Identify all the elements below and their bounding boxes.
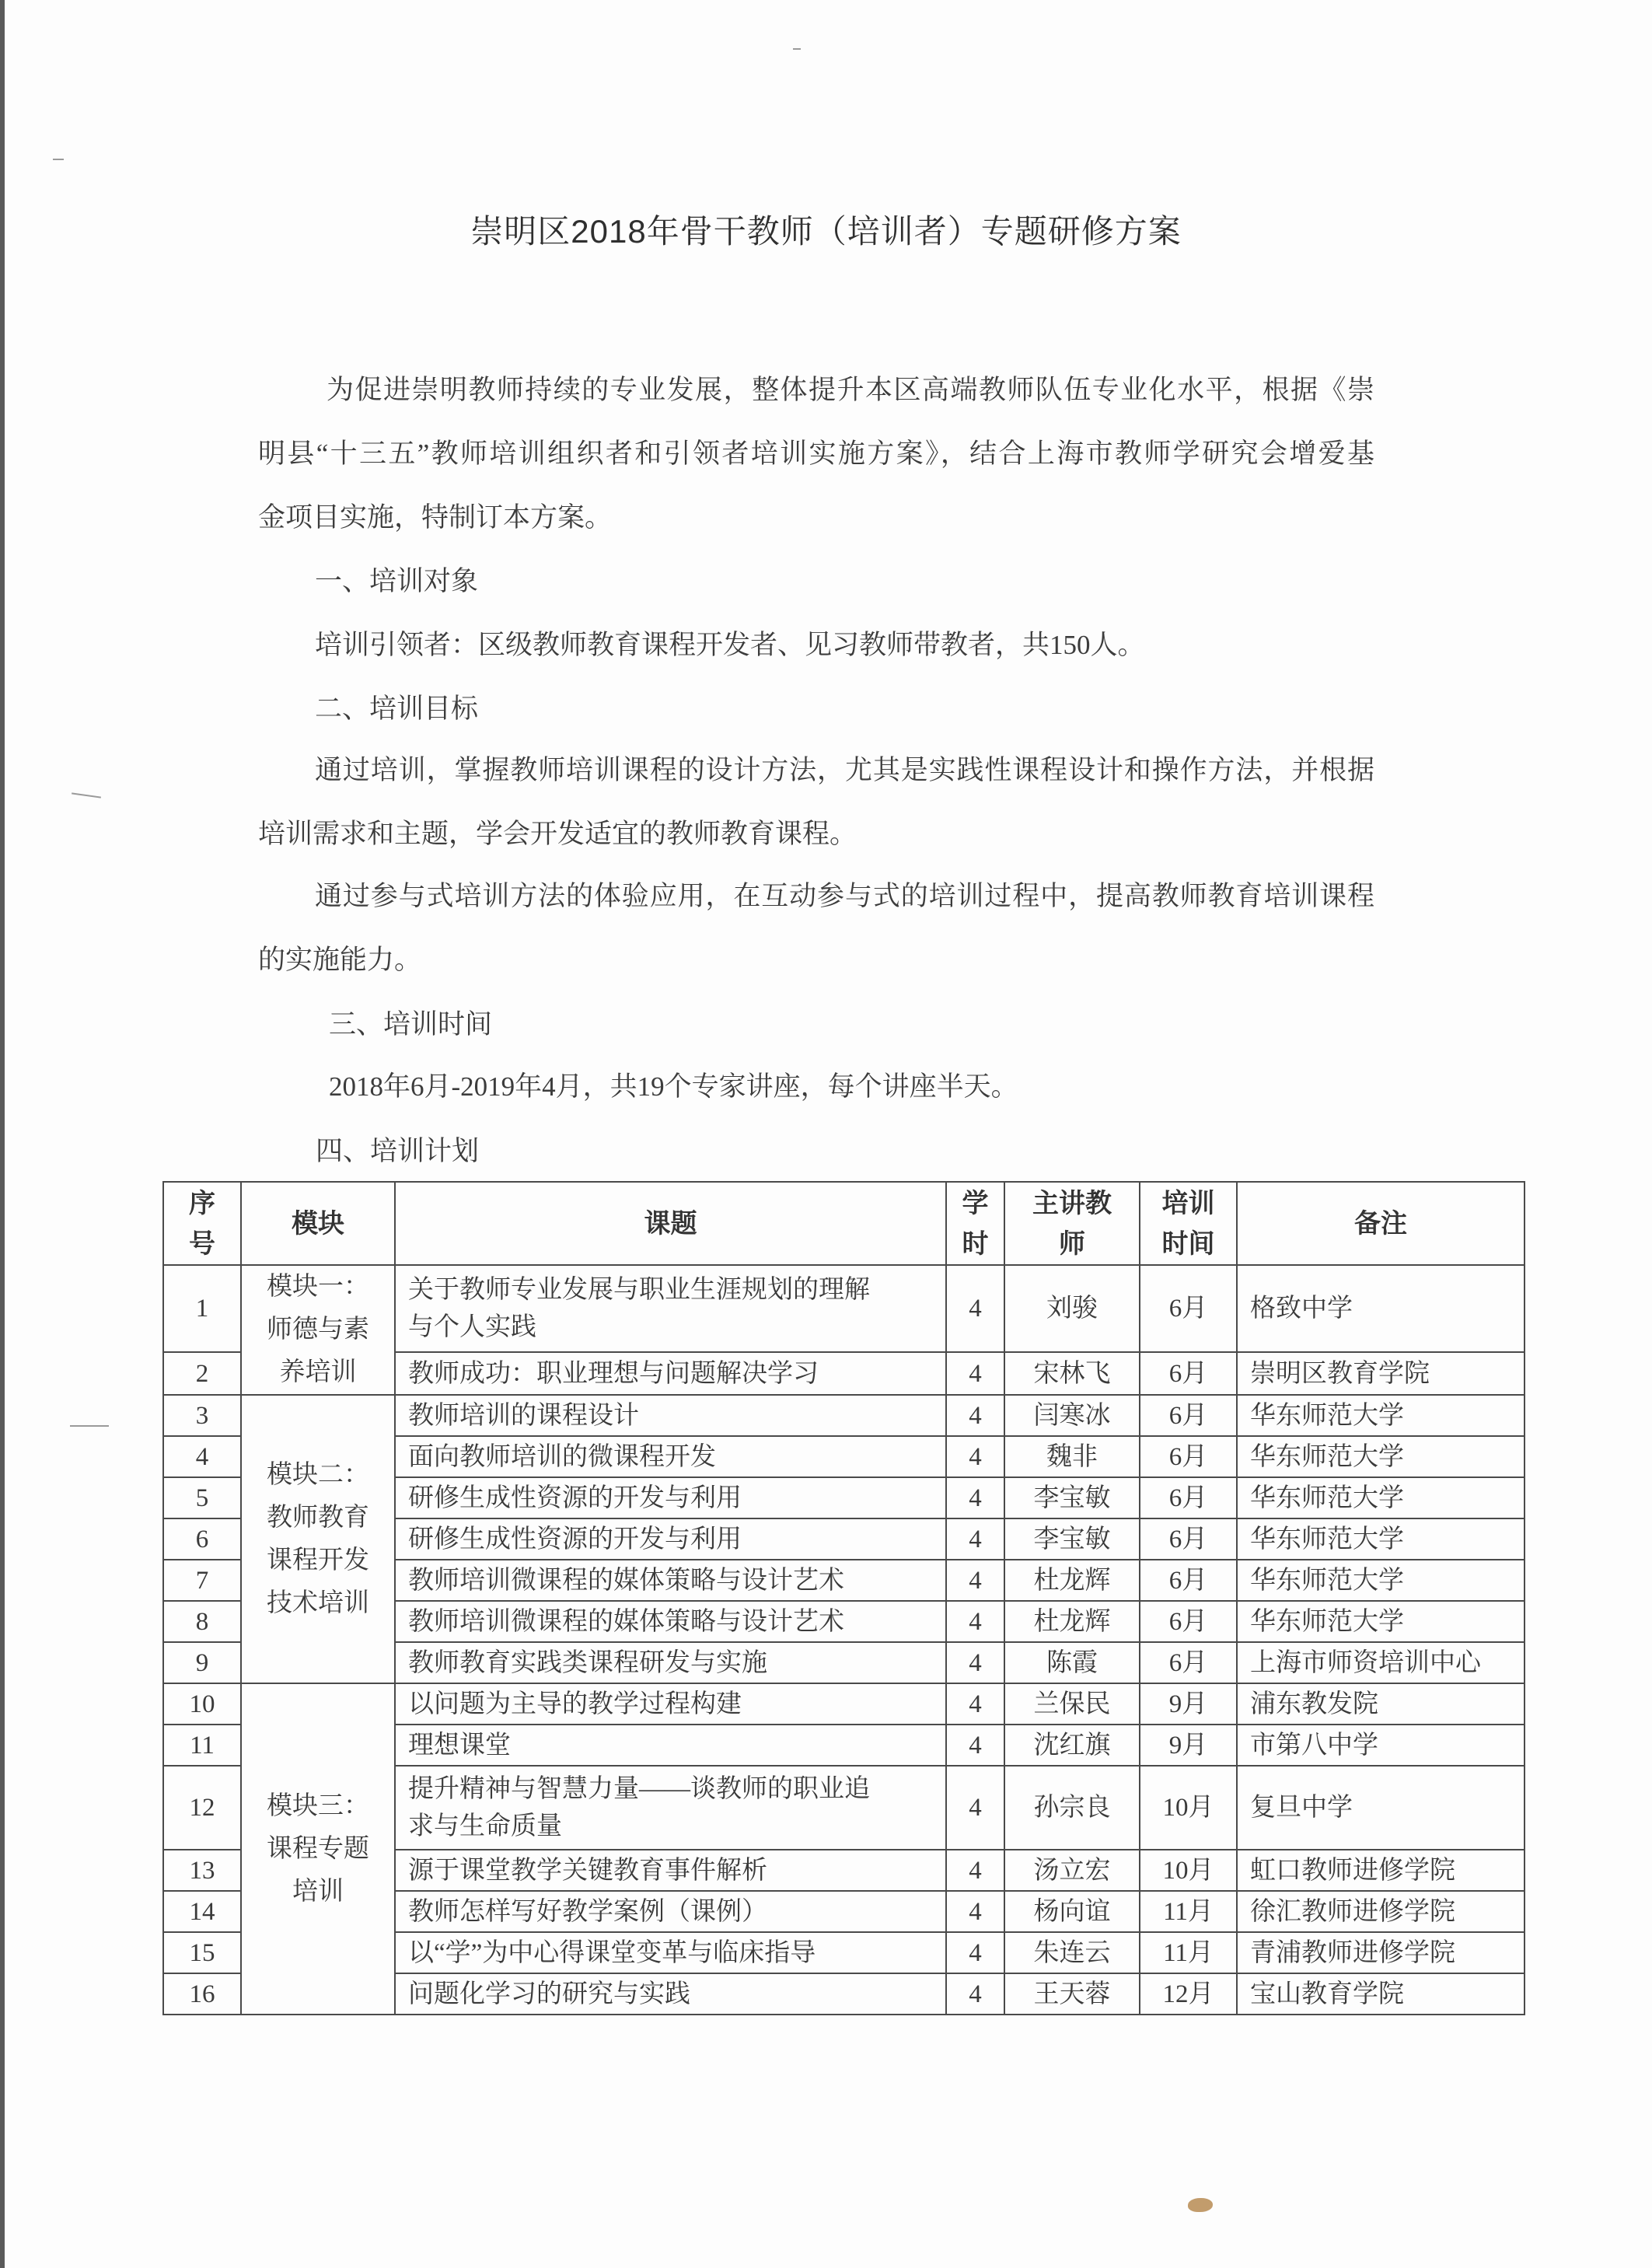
topic-line: 研修生成性资源的开发与利用: [408, 1483, 742, 1512]
cell-teacher: 兰保民: [1004, 1683, 1140, 1725]
cell-no: 5: [163, 1477, 241, 1518]
header-topic: 课题: [395, 1182, 946, 1265]
topic-line: 源于课堂教学关键教育事件解析: [408, 1856, 767, 1885]
cell-note: 华东师范大学: [1237, 1436, 1525, 1477]
scan-mark: [53, 159, 64, 160]
cell-teacher: 杜龙辉: [1004, 1601, 1140, 1642]
module-line: 教师教育: [267, 1503, 369, 1532]
cell-topic: [395, 1601, 946, 1642]
topic-line: 研修生成性资源的开发与利用: [408, 1525, 742, 1553]
section-1-heading: 一、培训对象: [315, 566, 479, 596]
cell-note: 徐汇教师进修学院: [1237, 1891, 1525, 1932]
section-3-heading: 三、培训时间: [329, 1009, 493, 1040]
cell-teacher: 宋林飞: [1004, 1352, 1140, 1395]
cell-teacher: 汤立宏: [1004, 1850, 1140, 1891]
cell-topic: [395, 1725, 946, 1766]
section-4-heading: 四、培训计划: [316, 1136, 480, 1166]
cell-note: 华东师范大学: [1237, 1395, 1525, 1436]
cell-no: 16: [163, 1973, 241, 2015]
header-teacher: 主讲教 师: [1004, 1182, 1140, 1265]
section-3-text: 2018年6月-2019年4月，共19个专家讲座，每个讲座半天。: [329, 1071, 1018, 1102]
topic-line: 与个人实践: [408, 1313, 536, 1341]
cell-note: 青浦教师进修学院: [1237, 1932, 1525, 1973]
topic-line: 面向教师培训的微课程开发: [408, 1442, 716, 1471]
module-line: 模块二：: [267, 1460, 369, 1489]
topic-line: 提升精神与智慧力量——谈教师的职业追: [408, 1775, 870, 1803]
cell-no: 9: [163, 1642, 241, 1683]
stain-spot: [1188, 2198, 1213, 2212]
cell-note: 市第八中学: [1237, 1725, 1525, 1766]
topic-line: 问题化学习的研究与实践: [408, 1980, 690, 2008]
cell-teacher: 孙宗良: [1004, 1766, 1140, 1850]
cell-hours: 4: [946, 1766, 1004, 1850]
cell-time: 9月: [1140, 1683, 1237, 1725]
table-row: [163, 1395, 1525, 1436]
table-header-row: [163, 1182, 1525, 1265]
cell-time: 6月: [1140, 1477, 1237, 1518]
cell-time: 6月: [1140, 1265, 1237, 1352]
cell-hours: 4: [946, 1560, 1004, 1601]
cell-no: 15: [163, 1932, 241, 1973]
cell-hours: 4: [946, 1601, 1004, 1642]
module-line: 培训: [292, 1877, 344, 1906]
cell-hours: 4: [946, 1477, 1004, 1518]
cell-teacher: 刘骏: [1004, 1265, 1140, 1352]
cell-time: 6月: [1140, 1518, 1237, 1560]
topic-line: 教师教育实践类课程研发与实施: [408, 1648, 767, 1677]
scan-mark: [793, 48, 801, 50]
cell-module: [241, 1395, 395, 1683]
cell-hours: 4: [946, 1973, 1004, 2015]
module-line: 模块三：: [267, 1791, 369, 1820]
topic-line: 理想课堂: [408, 1731, 511, 1760]
cell-hours: 4: [946, 1265, 1004, 1352]
module-line: 课程专题: [267, 1834, 369, 1863]
cell-note: 华东师范大学: [1237, 1601, 1525, 1642]
section-2-p2-line-1: 通过参与式培训方法的体验应用，在互动参与式的培训过程中，提高教师教育培训课程: [315, 881, 1374, 911]
cell-time: 9月: [1140, 1725, 1237, 1766]
header-time: 培训 时间: [1140, 1182, 1237, 1265]
cell-hours: 4: [946, 1436, 1004, 1477]
section-2-p2-line-2: 的实施能力。: [258, 945, 422, 975]
cell-no: 6: [163, 1518, 241, 1560]
cell-hours: 4: [946, 1850, 1004, 1891]
topic-line: 教师培训的课程设计: [408, 1401, 639, 1430]
cell-hours: 4: [946, 1395, 1004, 1436]
cell-time: 11月: [1140, 1932, 1237, 1973]
cell-topic: [395, 1891, 946, 1932]
cell-note: 华东师范大学: [1237, 1560, 1525, 1601]
cell-teacher: 陈霞: [1004, 1642, 1140, 1683]
cell-time: 10月: [1140, 1850, 1237, 1891]
cell-topic: [395, 1265, 946, 1352]
header-no: 序 号: [163, 1182, 241, 1265]
cell-teacher: 李宝敏: [1004, 1518, 1140, 1560]
cell-topic: [395, 1642, 946, 1683]
cell-teacher: 沈红旗: [1004, 1725, 1140, 1766]
cell-time: 6月: [1140, 1642, 1237, 1683]
table-row: [163, 1683, 1525, 1725]
cell-note: 宝山教育学院: [1237, 1973, 1525, 2015]
section-2-p1-line-2: 培训需求和主题，学会开发适宜的教师教育课程。: [258, 819, 857, 849]
cell-no: 10: [163, 1683, 241, 1725]
cell-no: 8: [163, 1601, 241, 1642]
module-line: 课程开发: [267, 1546, 369, 1574]
cell-topic: [395, 1850, 946, 1891]
table-row: [163, 1265, 1525, 1352]
cell-teacher: 朱连云: [1004, 1932, 1140, 1973]
cell-no: 14: [163, 1891, 241, 1932]
cell-teacher: 魏非: [1004, 1436, 1140, 1477]
cell-time: 6月: [1140, 1352, 1237, 1395]
topic-line: 教师培训微课程的媒体策略与设计艺术: [408, 1607, 844, 1636]
cell-time: 6月: [1140, 1395, 1237, 1436]
cell-topic: [395, 1395, 946, 1436]
cell-teacher: 闫寒冰: [1004, 1395, 1140, 1436]
cell-time: 6月: [1140, 1436, 1237, 1477]
topic-line: 教师怎样写好教学案例（课例）: [408, 1897, 767, 1926]
cell-time: 6月: [1140, 1560, 1237, 1601]
cell-topic: [395, 1477, 946, 1518]
cell-note: 华东师范大学: [1237, 1518, 1525, 1560]
scan-left-edge: [0, 0, 5, 2268]
cell-topic: [395, 1973, 946, 2015]
cell-note: 华东师范大学: [1237, 1477, 1525, 1518]
topic-line: 以“学”为中心得课堂变革与临床指导: [408, 1938, 816, 1967]
cell-no: 13: [163, 1850, 241, 1891]
cell-hours: 4: [946, 1725, 1004, 1766]
topic-line: 关于教师专业发展与职业生涯规划的理解: [408, 1276, 870, 1304]
header-module: 模块: [241, 1182, 395, 1265]
cell-hours: 4: [946, 1518, 1004, 1560]
module-line: 师德与素: [267, 1316, 369, 1344]
cell-teacher: 杜龙辉: [1004, 1560, 1140, 1601]
section-2-heading: 二、培训目标: [315, 694, 479, 724]
cell-teacher: 李宝敏: [1004, 1477, 1140, 1518]
cell-note: 浦东教发院: [1237, 1683, 1525, 1725]
header-note: 备注: [1237, 1182, 1525, 1265]
cell-teacher: 王天蓉: [1004, 1973, 1140, 2015]
cell-note: 虹口教师进修学院: [1237, 1850, 1525, 1891]
cell-no: 1: [163, 1265, 241, 1352]
document-title: 崇明区2018年骨干教师（培训者）专题研修方案: [470, 213, 1182, 250]
cell-hours: 4: [946, 1891, 1004, 1932]
cell-topic: [395, 1436, 946, 1477]
cell-hours: 4: [946, 1352, 1004, 1395]
cell-time: 6月: [1140, 1601, 1237, 1642]
topic-line: 以问题为主导的教学过程构建: [408, 1690, 742, 1718]
cell-topic: [395, 1932, 946, 1973]
topic-line: 求与生命质量: [408, 1812, 562, 1840]
cell-time: 10月: [1140, 1766, 1237, 1850]
cell-hours: 4: [946, 1642, 1004, 1683]
header-hours: 学 时: [946, 1182, 1004, 1265]
cell-module: [241, 1265, 395, 1395]
scan-mark: [70, 1425, 109, 1427]
module-line: 养培训: [279, 1358, 357, 1386]
cell-no: 12: [163, 1766, 241, 1850]
cell-time: 12月: [1140, 1973, 1237, 2015]
intro-line-2: 明县“十三五”教师培训组织者和引领者培训实施方案》，结合上海市教师学研究会增爱基: [258, 439, 1374, 469]
cell-topic: [395, 1560, 946, 1601]
cell-no: 3: [163, 1395, 241, 1436]
module-line: 模块一：: [267, 1273, 369, 1301]
intro-line-1: 为促进崇明教师持续的专业发展，整体提升本区高端教师队伍专业化水平，根据《崇: [327, 375, 1374, 405]
training-plan-table: [162, 1181, 1525, 2015]
cell-note: 复旦中学: [1237, 1766, 1525, 1850]
cell-module: [241, 1683, 395, 2015]
scan-mark: [72, 792, 101, 798]
section-1-text: 培训引领者：区级教师教育课程开发者、见习教师带教者，共150人。: [315, 630, 1145, 660]
cell-no: 11: [163, 1725, 241, 1766]
module-line: 技术培训: [267, 1588, 369, 1617]
cell-topic: [395, 1683, 946, 1725]
cell-hours: 4: [946, 1932, 1004, 1973]
cell-no: 4: [163, 1436, 241, 1477]
cell-topic: [395, 1352, 946, 1395]
section-2-p1-line-1: 通过培训，掌握教师培训课程的设计方法，尤其是实践性课程设计和操作方法，并根据: [315, 755, 1374, 785]
cell-topic: [395, 1766, 946, 1850]
cell-hours: 4: [946, 1683, 1004, 1725]
cell-note: 格致中学: [1237, 1265, 1525, 1352]
intro-line-3: 金项目实施，特制订本方案。: [258, 502, 613, 533]
cell-teacher: 杨向谊: [1004, 1891, 1140, 1932]
topic-line: 教师成功：职业理想与问题解决学习: [408, 1359, 819, 1388]
cell-note: 上海市师资培训中心: [1237, 1642, 1525, 1683]
cell-no: 2: [163, 1352, 241, 1395]
cell-time: 11月: [1140, 1891, 1237, 1932]
cell-no: 7: [163, 1560, 241, 1601]
cell-note: 崇明区教育学院: [1237, 1352, 1525, 1395]
cell-topic: [395, 1518, 946, 1560]
topic-line: 教师培训微课程的媒体策略与设计艺术: [408, 1566, 844, 1595]
